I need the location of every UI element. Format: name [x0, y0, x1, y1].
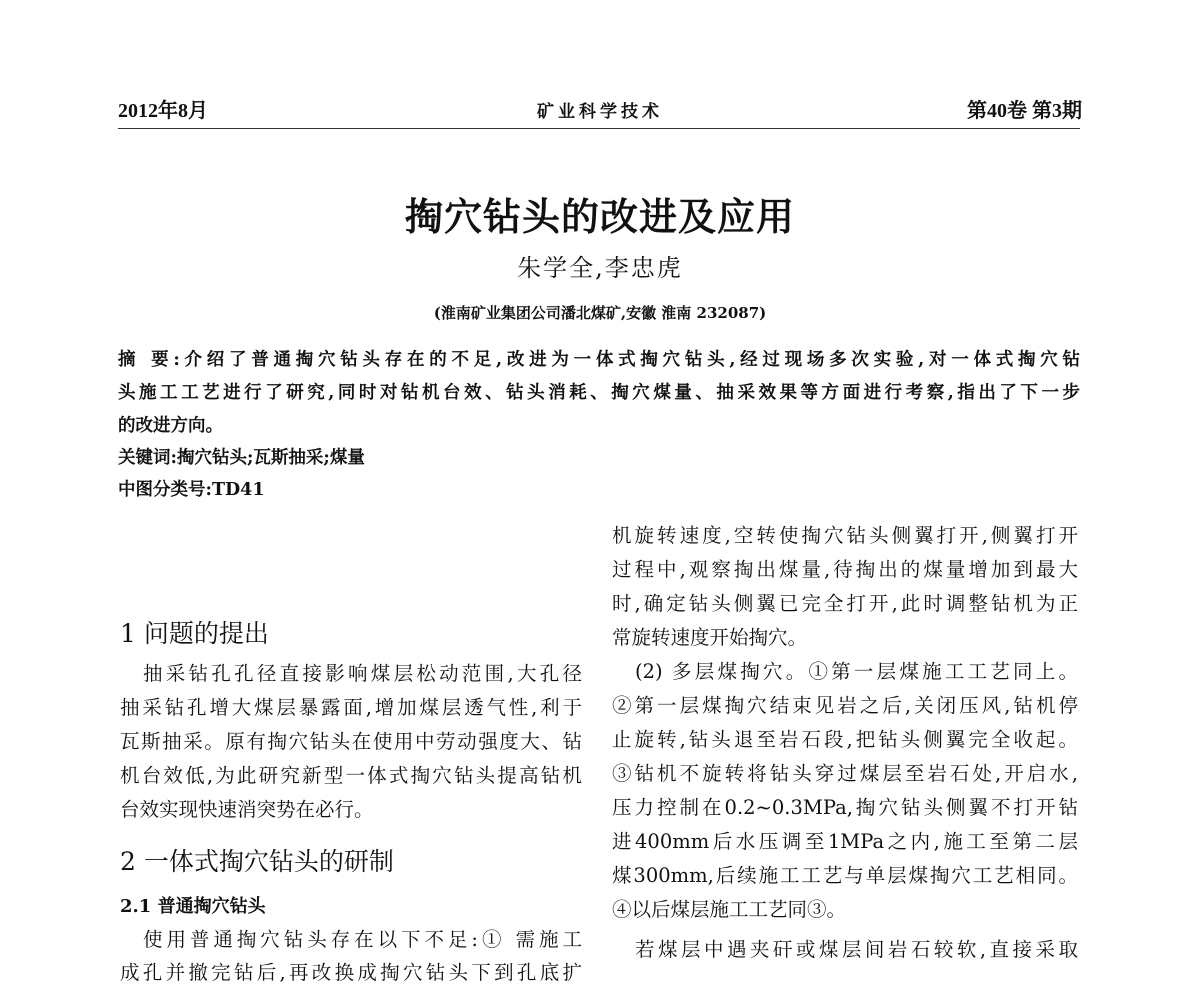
body-line: ④以后煤层施工工艺同③。	[612, 898, 847, 921]
abstract-line: 的改进方向。	[118, 416, 223, 436]
affiliation: (淮南矿业集团公司潘北煤矿,安徽 淮南 232087)	[433, 304, 767, 322]
body-line: 抽采钻孔孔径直接影响煤层松动范围,大孔径	[143, 662, 582, 685]
body-line: 时,确定钻头侧翼已完全打开,此时调整钻机为正	[612, 592, 1078, 615]
body-line: (2) 多层煤掏穴。①第一层煤施工工艺同上。	[635, 660, 1078, 683]
section-2-heading: 2 一体式掏穴钻头的研制	[120, 847, 394, 876]
classification: 中图分类号:TD41	[118, 480, 265, 500]
header-date: 2012年8月	[118, 100, 208, 122]
body-line: 若煤层中遇夹矸或煤层间岩石较软,直接采取	[635, 938, 1078, 961]
authors: 朱学全,李忠虎	[517, 254, 683, 282]
body-line: 机旋转速度,空转使掏穴钻头侧翼打开,侧翼打开	[612, 524, 1078, 547]
section-2-1-heading: 2.1 普通掏穴钻头	[120, 896, 266, 917]
body-line: 成孔并撤完钻后,再改换成掏穴钻头下到孔底扩	[120, 961, 582, 984]
section-1-heading: 1 问题的提出	[120, 619, 269, 648]
body-line: 常旋转速度开始掏穴。	[612, 626, 808, 649]
body-line: 使用普通掏穴钻头存在以下不足:① 需施工	[143, 928, 582, 951]
abstract-line: 摘 要:介绍了普通掏穴钻头存在的不足,改进为一体式掏穴钻头,经过现场多次实验,对一体式掏穴钻	[118, 350, 1080, 370]
body-line: 煤300mm,后续施工工艺与单层煤掏穴工艺相同。	[612, 864, 1078, 887]
body-line: 抽采钻孔增大煤层暴露面,增加煤层透气性,利于	[120, 696, 582, 719]
paper-title: 掏穴钻头的改进及应用	[404, 194, 795, 239]
abstract-line: 头施工工艺进行了研究,同时对钻机台效、钻头消耗、掏穴煤量、抽采效果等方面进行考察,指出了下一步	[118, 383, 1080, 403]
abstract-label: 摘 要:	[118, 350, 180, 370]
keywords: 关键词:掏穴钻头;瓦斯抽采;煤量	[118, 448, 365, 468]
body-line: 压力控制在0.2~0.3MPa,掏穴钻头侧翼不打开钻	[612, 796, 1078, 819]
header-journal: 矿业科学技术	[537, 102, 663, 121]
body-line: 止旋转,钻头退至岩石段,把钻头侧翼完全收起。	[612, 728, 1078, 751]
body-line: ②第一层煤掏穴结束见岩之后,关闭压风,钻机停	[612, 694, 1078, 717]
body-line: 机台效低,为此研究新型一体式掏穴钻头提高钻机	[120, 764, 582, 787]
body-line: 台效实现快速消突势在必行。	[120, 798, 374, 821]
body-line: 进400mm后水压调至1MPa之内,施工至第二层	[612, 830, 1078, 853]
header-rule	[118, 128, 1080, 129]
body-line: ③钻机不旋转将钻头穿过煤层至岩石处,开启水,	[612, 762, 1078, 785]
body-line: 过程中,观察掏出煤量,待掏出的煤量增加到最大	[612, 558, 1078, 581]
header-issue: 第40卷 第3期	[967, 100, 1082, 122]
body-line: 瓦斯抽采。原有掏穴钻头在使用中劳动强度大、钻	[120, 730, 582, 753]
